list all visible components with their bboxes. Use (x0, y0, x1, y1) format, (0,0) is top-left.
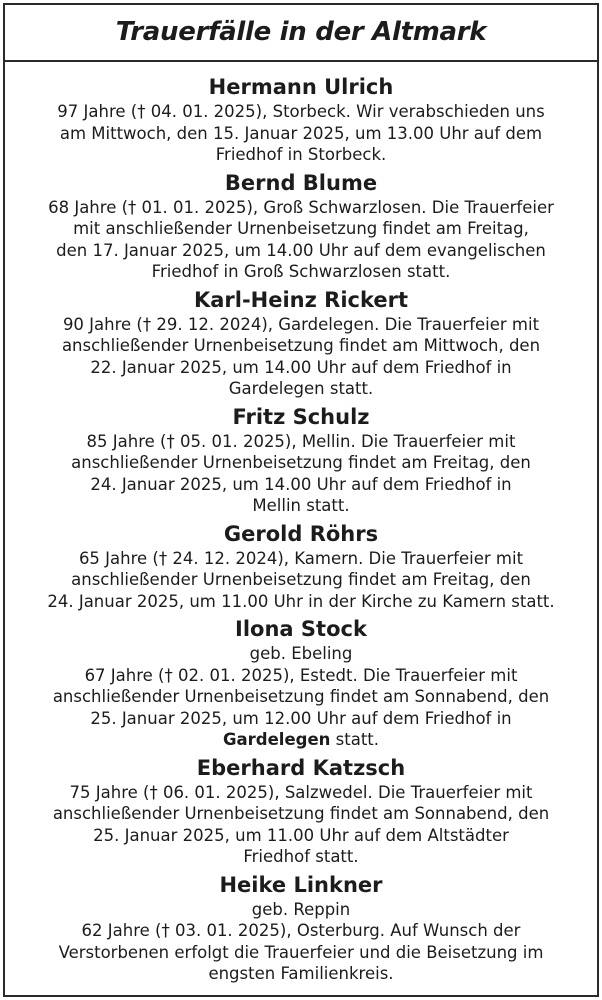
deceased-name: Karl-Heinz Rickert (193, 287, 409, 312)
obituary-text (3, 548, 599, 613)
deceased-name: Bernd Blume (224, 170, 378, 195)
deceased-name: Ilona Stock (235, 617, 367, 641)
obituary-text (3, 643, 599, 751)
obituary-text (3, 899, 599, 985)
text-line: 25. Januar 2025, um 11.00 Uhr auf dem Altstädter (93, 825, 509, 845)
birth-name: geb. Reppin (251, 899, 351, 919)
text-line: anschließender Urnenbeisetzung findet am Freitag, den (71, 570, 531, 589)
text-line: 85 Jahre († 05. 01. 2025), Mellin. Die Trauerfeier mit (86, 431, 516, 451)
text-line: anschließender Urnenbeisetzung findet am Sonnabend, den (52, 687, 550, 706)
header (3, 3, 599, 62)
text-line: anschließender Urnenbeisetzung findet am Freitag, den (71, 453, 531, 472)
obituary-entry (3, 616, 599, 751)
deceased-name: Fritz Schulz (232, 404, 370, 429)
obituary-text (3, 101, 599, 166)
text-line: mit anschließender Urnenbeisetzung findet am Freitag, (73, 219, 529, 238)
text-fragment: statt. (330, 730, 380, 749)
text-line (3, 729, 599, 751)
obituary-entry (3, 287, 599, 400)
obituary-text (3, 197, 599, 283)
deceased-name: Eberhard Katzsch (196, 755, 406, 780)
text-line: engsten Familienkreis. (208, 964, 394, 983)
text-line: anschließender Urnenbeisetzung findet am Mittwoch, den (61, 336, 541, 355)
place-name: Gardelegen (222, 730, 331, 749)
text-line: Verstorbenen erfolgt die Trauerfeier und die Beisetzung im (58, 942, 544, 962)
text-line: Mellin statt. (252, 496, 350, 515)
text-line: 67 Jahre († 02. 01. 2025), Estedt. Die Trauerfeier mit (84, 665, 518, 685)
text-line: 25. Januar 2025, um 12.00 Uhr auf dem Friedhof in (90, 708, 512, 728)
obituary-text (3, 314, 599, 400)
obituary-entry (3, 755, 599, 868)
text-line: Friedhof in Storbeck. (215, 145, 387, 164)
obituary-entry (3, 74, 599, 166)
text-line: 62 Jahre († 03. 01. 2025), Osterburg. Auf Wunsch der (81, 921, 521, 940)
obituary-entry (3, 404, 599, 517)
page-title: Trauerfälle in der Altmark (115, 16, 487, 47)
text-line: 97 Jahre († 04. 01. 2025), Storbeck. Wir verabschieden uns (57, 102, 545, 121)
text-line: 90 Jahre († 29. 12. 2024), Gardelegen. Die Trauerfeier mit (62, 314, 540, 334)
obituary-list (3, 74, 599, 989)
text-line: am Mittwoch, den 15. Januar 2025, um 13.00 Uhr auf dem (59, 123, 543, 143)
obituary-text (3, 431, 599, 517)
text-line: 68 Jahre († 01. 01. 2025), Groß Schwarzlosen. Die Trauerfeier (48, 197, 554, 217)
obituary-entry (3, 521, 599, 613)
text-line: 22. Januar 2025, um 14.00 Uhr auf dem Friedhof in (90, 357, 512, 377)
text-line: Gardelegen statt. (228, 379, 374, 398)
text-line: Friedhof in Groß Schwarzlosen statt. (151, 262, 451, 281)
obituary-entry (3, 170, 599, 283)
text-line: 24. Januar 2025, um 11.00 Uhr in der Kirche zu Kamern statt. (47, 591, 555, 611)
deceased-name: Hermann Ulrich (208, 75, 394, 99)
deceased-name: Gerold Röhrs (223, 521, 379, 546)
text-line: 75 Jahre († 06. 01. 2025), Salzwedel. Die Trauerfeier mit (69, 782, 533, 802)
text-line: Friedhof statt. (243, 847, 359, 866)
text-line: 24. Januar 2025, um 14.00 Uhr auf dem Friedhof in (90, 474, 512, 494)
obituary-entry (3, 872, 599, 985)
deceased-name: Heike Linkner (219, 872, 383, 897)
text-line: anschließender Urnenbeisetzung findet am Sonnabend, den (52, 804, 550, 823)
text-line: 65 Jahre († 24. 12. 2024), Kamern. Die Trauerfeier mit (78, 548, 524, 568)
obituary-text (3, 782, 599, 868)
text-line: den 17. Januar 2025, um 14.00 Uhr auf dem evangelischen (56, 240, 546, 260)
birth-name: geb. Ebeling (249, 644, 353, 663)
